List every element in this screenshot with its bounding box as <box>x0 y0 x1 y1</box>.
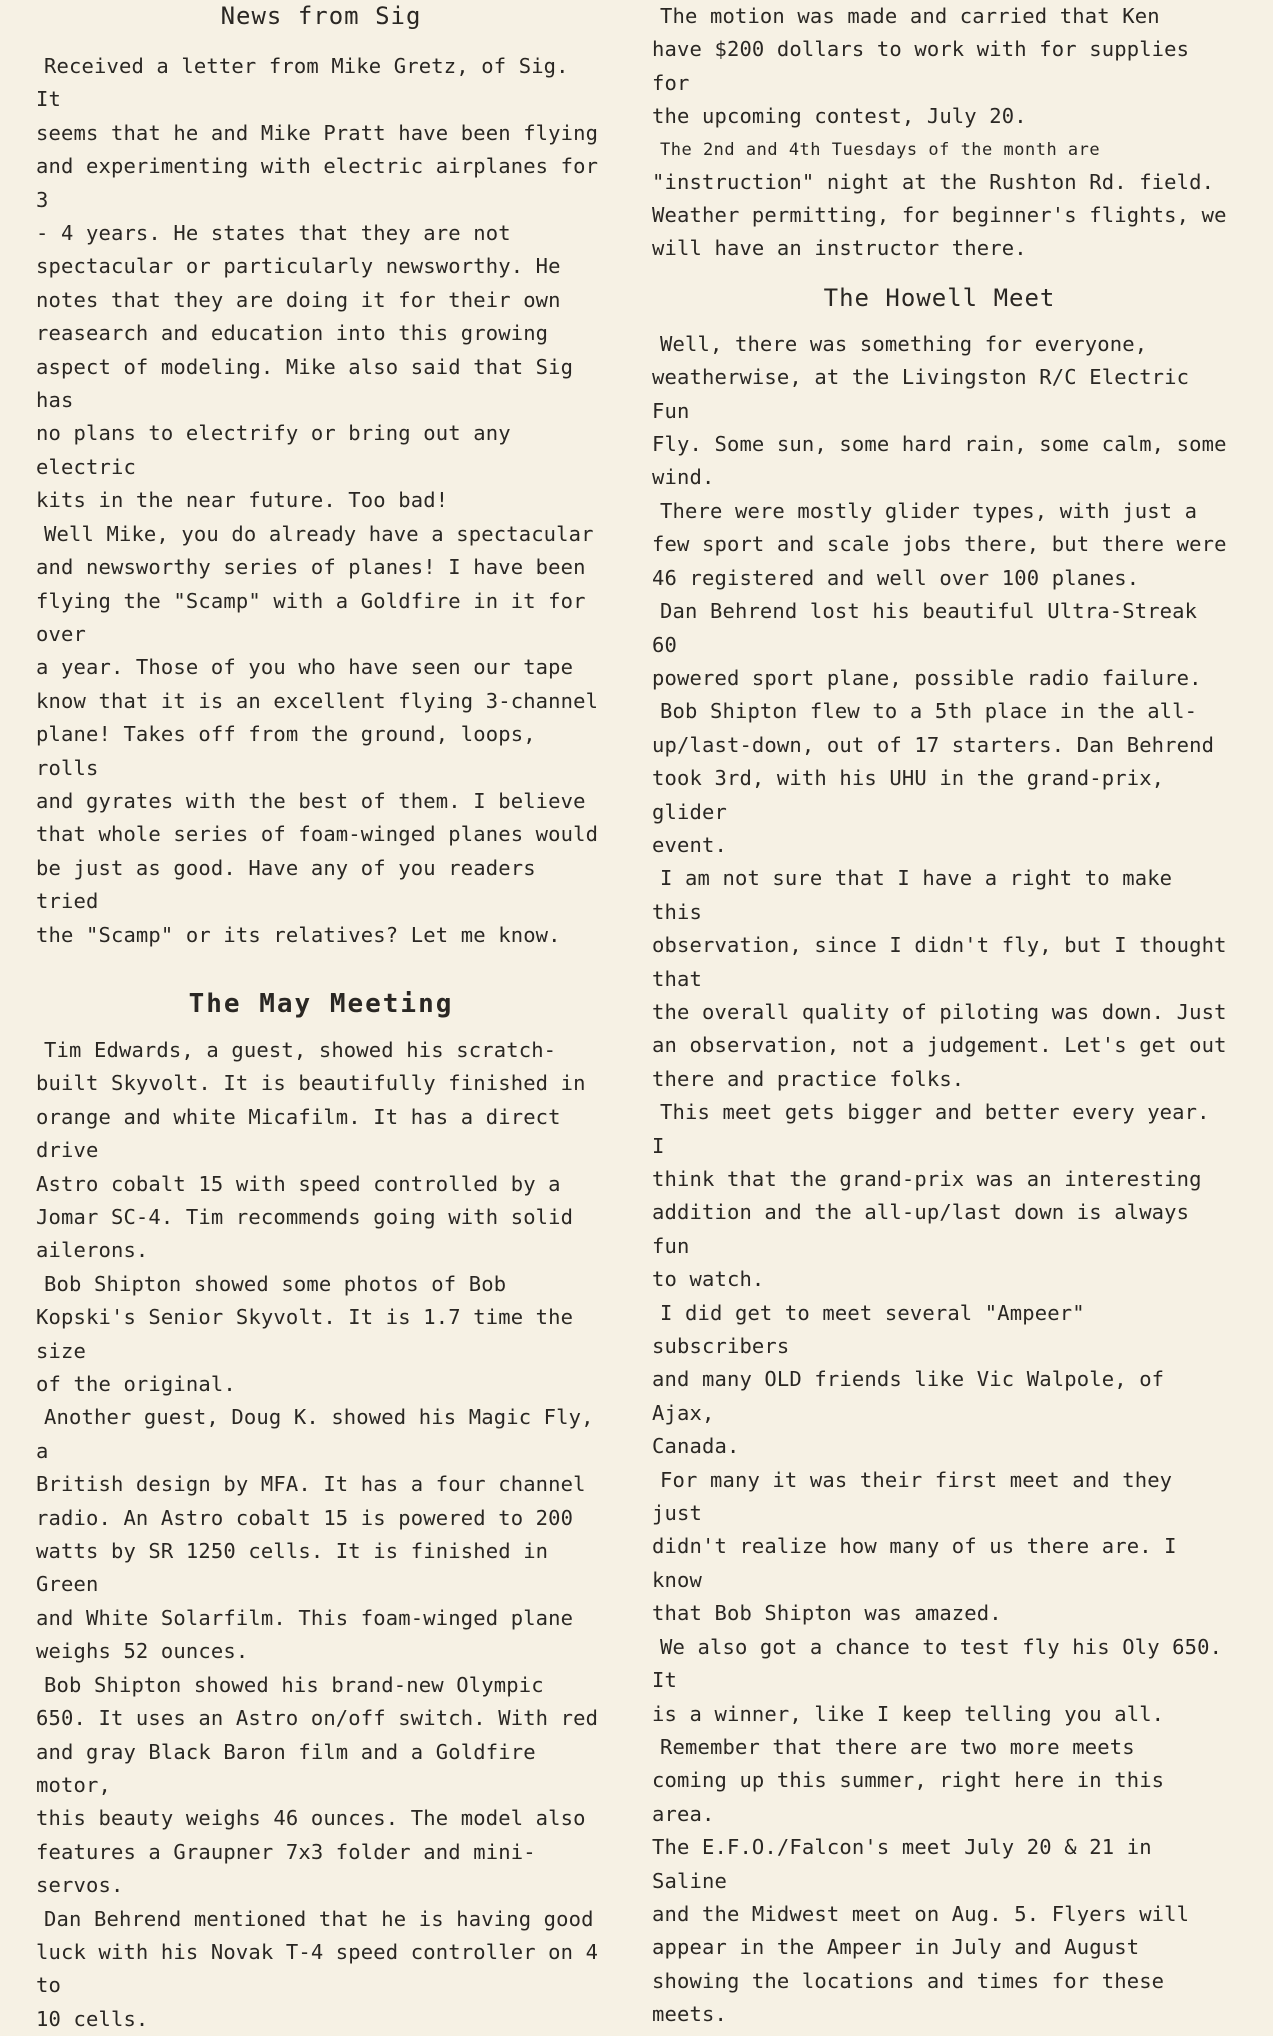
instruction-night-line: The 2nd and 4th Tuesdays of the month are <box>660 139 1101 160</box>
news-from-sig-heading: News from Sig <box>220 2 422 30</box>
motion-paragraph: The motion was made and carried that Ken have $200 dollars to work with for supplies for the upcoming contest, July 20. <box>652 4 1190 129</box>
may-paragraph-3: Another guest, Doug K. showed his Magic Fly, a British design by MFA. It has a four channel radio. An Astro cobalt 15 is powered to 200 watts by SR 1250 cells. It is finished in Green and White Solarfilm. This foam-winged plane weighs 52 ounces. <box>36 1405 594 1664</box>
may-paragraph-1: Tim Edwards, a guest, showed his scratch- built Skyvolt. It is beautifully finished in orange and white Micafilm. It has a direct drive Astro cobalt 15 with speed controlled by a Jomar SC-4. Tim recommends going with solid ailerons. <box>36 1037 586 1263</box>
left-column <box>36 0 606 2036</box>
sig-paragraph-2: Well Mike, you do already have a spectacular and newsworthy series of planes! I have been flying the "Scamp" with a Goldfire in it for over a year. Those of you who have seen our tape know that it is an excellent flying 3-channel plane! Takes off from the ground, loops, rolls and gyrates with the best of them. I believe that whole series of foam-winged planes would be just as good. Have any of you readers tried the "Scamp" or its relatives? Let me know. <box>36 521 599 947</box>
howell-paragraph-3: Dan Behrend lost his beautiful Ultra-Streak 60 powered sport plane, possible radio failure. <box>652 599 1202 690</box>
howell-paragraph-10: Remember that there are two more meets coming up this summer, right here in this area. The E.F.O./Falcon's meet July 20 & 21 in Saline and the Midwest meet on Aug. 5. Flyers will appear in the Ampeer in July and August showing the locations and times for these meets. <box>652 1734 1190 2027</box>
sig-paragraph-1: Received a letter from Mike Gretz, of Sig. It seems that he and Mike Pratt have been flying and experimenting with electric airplanes for 3 - 4 years. He states that they are not spectacular or particularly newsworthy. He notes that they are doing it for their own reasearch and education into this growing aspect of modeling. Mike also said that Sig has no plans to electrify or bring out any electric kits in the near future. Too bad! <box>36 54 599 513</box>
howell-paragraph-9: We also got a chance to test fly his Oly 650. It is a winner, like I keep telling you all. <box>652 1634 1223 1726</box>
instruction-night-paragraph: "instruction" night at the Rushton Rd. field. Weather permitting, for beginner's flights, we will have an instructor there. <box>652 169 1227 261</box>
may-paragraph-2: Bob Shipton showed some photos of Bob Kopski's Senior Skyvolt. It is 1.7 time the size of the original. <box>36 1271 574 1397</box>
howell-paragraph-5: I am not sure that I have a right to make this observation, since I didn't fly, but I thought that the overall quality of piloting was down. Just an observation, not a judgement. Let's get out there and practice folks. <box>652 866 1227 1091</box>
howell-paragraph-1: Well, there was something for everyone, weatherwise, at the Livingston R/C Electric Fun Fly. Some sun, some hard rain, some calm, some wind. <box>652 331 1227 490</box>
right-column <box>652 0 1227 2032</box>
may-meeting-heading: The May Meeting <box>188 988 454 1019</box>
howell-paragraph-2: There were mostly glider types, with just a few sport and scale jobs there, but there were 46 registered and well over 100 planes. <box>652 498 1227 590</box>
howell-paragraph-8: For many it was their first meet and they just didn't realize how many of us there are. I know that Bob Shipton was amazed. <box>652 1467 1177 1626</box>
may-paragraph-4: Bob Shipton showed his brand-new Olympic 650. It uses an Astro on/off switch. With red and gray Black Baron film and a Goldfire motor, this beauty weighs 46 ounces. The model also features a Graupner 7x3 folder and mini-servos. <box>36 1672 599 1898</box>
may-paragraph-5: Dan Behrend mentioned that he is having good luck with his Novak T-4 speed controller on 4 to 10 cells. <box>36 1906 599 2031</box>
howell-meet-heading: The Howell Meet <box>823 283 1056 312</box>
howell-paragraph-7: I did get to meet several "Ampeer" subscribers and many OLD friends like Vic Walpole, of Ajax, Canada. <box>652 1300 1165 1459</box>
howell-paragraph-4: Bob Shipton flew to a 5th place in the all- up/last-down, out of 17 starters. Dan Behrend took 3rd, with his UHU in the grand-prix, glider event. <box>652 699 1215 857</box>
howell-paragraph-6: This meet gets bigger and better every year. I think that the grand-prix was an interesting addition and the all-up/last down is always fun to watch. <box>652 1100 1210 1292</box>
